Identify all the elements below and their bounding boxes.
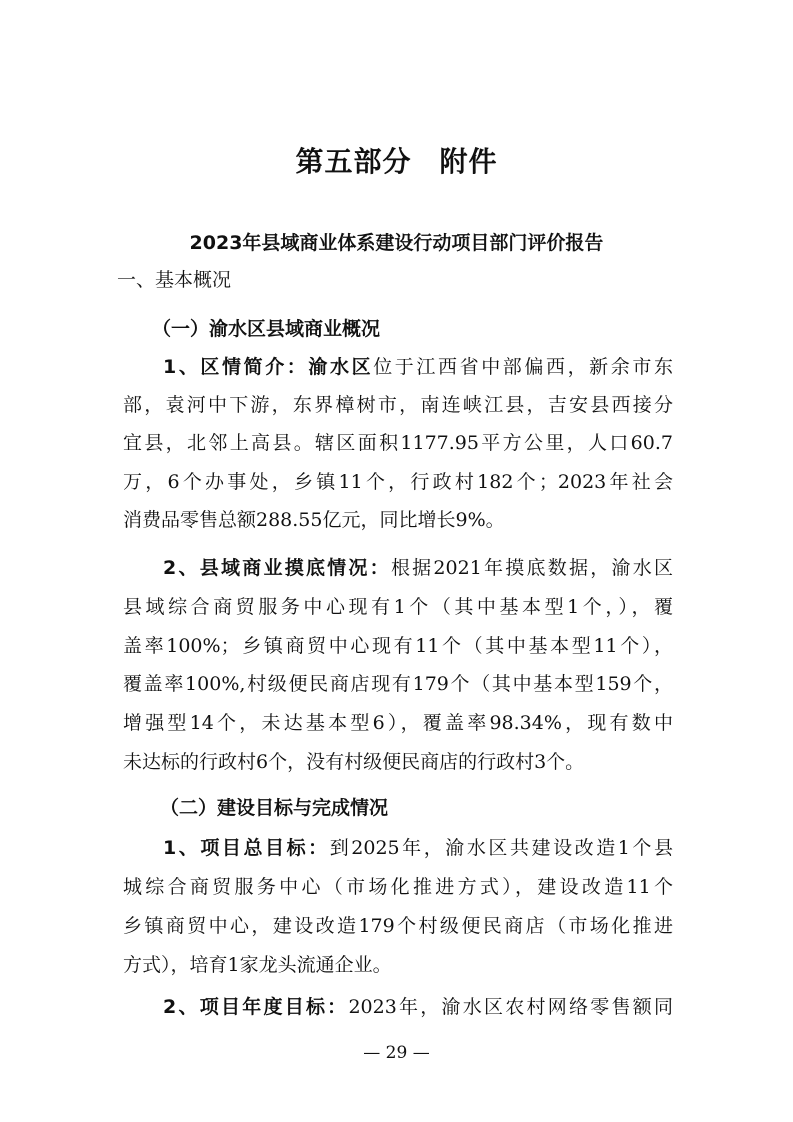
paragraph-2-line-1 bbox=[163, 556, 673, 580]
paragraph-1-line-2: 部，袁河中下游，东界樟树市，南连峡江县，吉安县西接分 bbox=[123, 394, 673, 416]
paragraph-1-line-1 bbox=[163, 355, 673, 379]
paragraph-1-label: 1、区情简介： bbox=[163, 356, 309, 378]
paragraph-1-line-1-text: 位于江西省中部偏西，新余市东 bbox=[373, 356, 673, 378]
page-number: — 29 — bbox=[363, 1043, 430, 1063]
paragraph-2-line-5: 增强型14个，未达基本型6），覆盖率98.34%，现有数中 bbox=[123, 712, 673, 734]
paragraph-3-line-4: 方式），培育1家龙头流通企业。 bbox=[123, 954, 392, 976]
paragraph-1-line-4: 万，6个办事处，乡镇11个，行政村182个；2023年社会 bbox=[123, 471, 673, 493]
paragraph-4-line-1-text: 2023年，渝水区农村网络零售额同 bbox=[348, 996, 673, 1018]
paragraph-2-label: 2、县域商业摸底情况： bbox=[163, 557, 391, 579]
paragraph-3-line-1-text: 到2025年，渝水区共建设改造1个县 bbox=[329, 837, 673, 859]
paragraph-2-line-3: 盖率100%；乡镇商贸中心现有11个（其中基本型11个）， bbox=[123, 635, 673, 657]
paragraph-2-line-6: 未达标的行政村6个，没有村级便民商店的行政村3个。 bbox=[123, 751, 585, 773]
page-title-name: 附件 bbox=[439, 145, 498, 178]
subsection-heading-1: （一）渝水区县域商业概况 bbox=[152, 318, 381, 340]
paragraph-1-line-5: 消费品零售总额288.55亿元，同比增长9%。 bbox=[123, 509, 505, 531]
paragraph-1-lead: 渝水区 bbox=[308, 356, 374, 378]
page-title bbox=[0, 140, 793, 180]
paragraph-3-line-3: 乡镇商贸中心，建设改造179个村级便民商店（市场化推进 bbox=[123, 915, 673, 937]
paragraph-2-line-1-text: 根据2021年摸底数据，渝水区 bbox=[390, 557, 673, 579]
subsection-heading-2: （二）建设目标与完成情况 bbox=[160, 797, 389, 819]
paragraph-1-line-3: 宜县，北邻上高县。辖区面积1177.95平方公里，人口60.7 bbox=[123, 432, 673, 454]
page-title-part: 第五部分 bbox=[295, 145, 412, 178]
report-title: 2023年县域商业体系建设行动项目部门评价报告 bbox=[189, 232, 604, 254]
paragraph-2-line-4: 覆盖率100%,村级便民商店现有179个（其中基本型159个， bbox=[123, 673, 673, 695]
paragraph-3-line-2: 城综合商贸服务中心（市场化推进方式），建设改造11个 bbox=[123, 876, 673, 898]
paragraph-2-line-2: 县域综合商贸服务中心现有1个（其中基本型1个，），覆 bbox=[123, 596, 673, 618]
paragraph-3-line-1 bbox=[163, 836, 673, 860]
paragraph-3-label: 1、项目总目标： bbox=[163, 837, 330, 859]
paragraph-4-label: 2、项目年度目标： bbox=[163, 996, 349, 1018]
paragraph-4-line-1 bbox=[163, 995, 673, 1019]
section-heading-basic-overview: 一、基本概况 bbox=[117, 269, 232, 291]
